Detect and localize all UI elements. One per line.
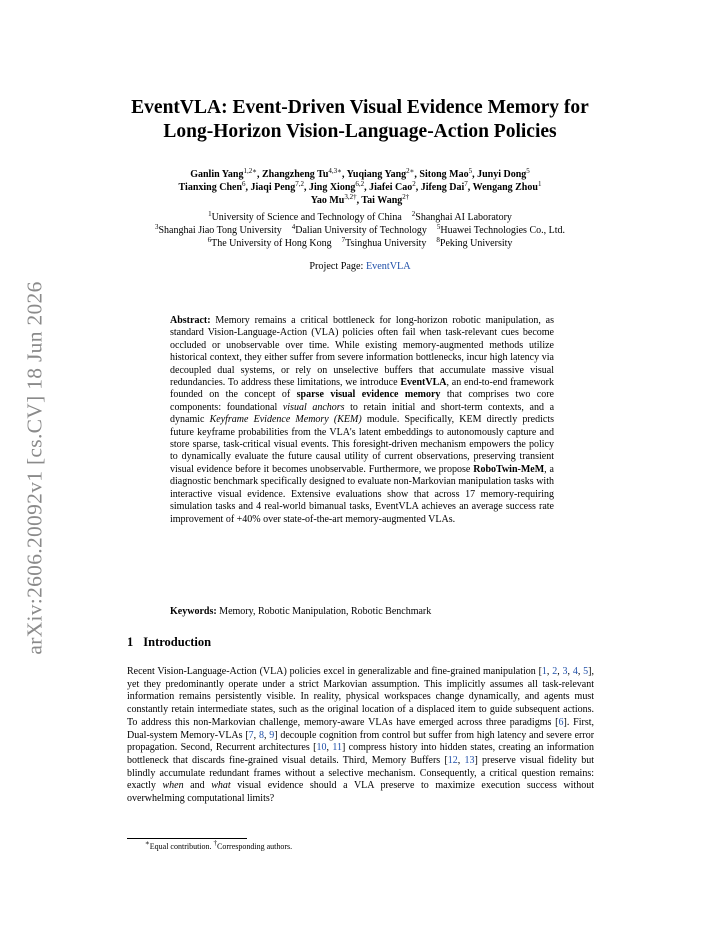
- body-text: module. Specifically, KEM directly predicts future keyframe probabilities from the VLA's latent embeddings to autonomously capture and store sparse, task-critical visual events. This foresight-driven mechanism empowers the policy to dynamically evaluate the future causal utility of current observations, preserving transient visual evidence before it becomes unobservable. Furthermore, we propose: [170, 414, 555, 475]
- citation-link[interactable]: 10: [316, 742, 327, 754]
- bold-text: EventVLA: [400, 377, 447, 389]
- author-name: Ganlin Yang: [190, 169, 244, 180]
- body-text: Memory remains a critical bottleneck for long-horizon robotic manipulation, as standard Vision-Language-Action (VLA) policies often fail when task-relevant cues become occluded or unobservable over time. While existing memory-augmented methods utilize historical context, they either suffer from severe information bottlenecks, incur high latency via decoupled dual systems, or rely on unselective buffers that accumulate massive visual redundancies. To address these limitations, we introduce: [170, 315, 554, 389]
- author-name: Tai Wang: [361, 195, 403, 206]
- section-heading-introduction: [127, 635, 211, 650]
- affiliation-name: Dalian University of Technology: [295, 225, 427, 236]
- body-text: that comprises two core components: foundational: [170, 389, 554, 413]
- affiliation-number: 7: [341, 236, 346, 244]
- affiliation-number: 6: [207, 236, 212, 244]
- author-name: Jifeng Dai: [420, 182, 465, 193]
- author-name: Jiafei Cao: [369, 182, 413, 193]
- equal-contribution-note: Equal contribution.: [149, 842, 214, 851]
- author-affil-mark: 2∗: [406, 167, 415, 175]
- paper-title: [100, 96, 620, 144]
- body-text: ,: [577, 666, 584, 677]
- author-affil-mark: 7: [464, 180, 468, 188]
- author-list: [100, 168, 620, 207]
- affiliation-number: 4: [291, 223, 296, 231]
- keywords-line: [170, 606, 554, 617]
- italic-text: visual anchors: [282, 401, 345, 413]
- author-affil-mark: 4,3∗: [328, 167, 342, 175]
- arxiv-identifier: arXiv:2606.20092v1 [cs.CV] 18 Jun 2026: [22, 281, 47, 655]
- introduction-paragraph: [127, 666, 594, 806]
- author-affil-mark: 1: [537, 180, 542, 188]
- author-affil-mark: 1,2∗: [243, 167, 257, 175]
- author-affil-mark: 7,2: [295, 180, 304, 188]
- body-text: , a diagnostic benchmark specifically designed to evaluate non-Markovian manipulation tasks with interactive visual evidence. Extensive evaluations show that across 17 memory-requiring simulation tasks and 4 real-world bimanual tasks, EventVLA achieves an average success rate improvement of +40% over state-of-the-art memory-augmented VLAs.: [170, 463, 554, 525]
- affiliation-row: [100, 224, 620, 237]
- author-affil-mark: 3,2†: [344, 193, 357, 201]
- citation-link[interactable]: 4: [572, 666, 578, 677]
- affiliation-name: The University of Hong Kong: [211, 238, 332, 249]
- author-name: Jiaqi Peng: [250, 182, 296, 193]
- keywords-label: Keywords:: [170, 606, 217, 617]
- body-text: ,: [557, 666, 563, 677]
- project-page-line: [100, 261, 620, 272]
- body-text: ]. First, Dual-system Memory-VLAs [: [127, 716, 595, 741]
- author-name: Tianxing Chen: [178, 182, 242, 193]
- citation-link[interactable]: 6: [558, 716, 564, 728]
- body-text: visual evidence should a VLA preserve to maximize execution success without overwhelming computational limits?: [127, 780, 594, 805]
- affiliation-number: 2: [411, 210, 416, 218]
- body-text: ], yet they predominantly operate under a strict Markovian assumption. This implicitly assumes all task-relevant information remains persistently visible. In reality, physical workspaces change dynamically, and agents must constantly retain intermediate states, such as the original location of a displaced item to guide subsequent actions. To address this non-Markovian challenge, memory-aware VLAs have emerged across three paradigms [: [127, 666, 595, 728]
- corresponding-mark: †: [213, 839, 218, 847]
- citation-link[interactable]: 12: [447, 754, 458, 766]
- affiliation-number: 5: [436, 223, 441, 231]
- affiliation-name: Shanghai Jiao Tong University: [158, 225, 282, 236]
- italic-text: what: [211, 780, 231, 792]
- body-text: ] decouple cognition from control but suffer from high latency and severe error propagation. Second, Recurrent architectures [: [127, 729, 595, 754]
- affiliation-row: [100, 237, 620, 250]
- body-text: ,: [546, 666, 553, 677]
- title-line-2: Long-Horizon Vision-Language-Action Policies: [163, 121, 557, 142]
- author-name: Junyi Dong: [477, 169, 527, 180]
- author-affil-mark: 5: [526, 167, 530, 175]
- citation-link[interactable]: 13: [464, 754, 475, 766]
- body-text: ,: [457, 754, 465, 766]
- bold-text: RoboTwin-MeM: [473, 463, 545, 475]
- equal-contribution-mark: ∗: [145, 839, 150, 847]
- citation-link[interactable]: 3: [562, 666, 568, 677]
- abstract-paragraph: [170, 315, 554, 526]
- citation-link[interactable]: 9: [269, 729, 275, 741]
- affiliation-row: [100, 211, 620, 224]
- citation-link[interactable]: 1: [541, 666, 547, 677]
- affiliation-number: 1: [208, 210, 212, 218]
- bold-text: Abstract:: [170, 315, 211, 326]
- author-affil-mark: 6,2: [355, 180, 365, 188]
- bold-text: sparse visual evidence memory: [296, 389, 441, 401]
- author-name: Wengang Zhou: [472, 182, 538, 193]
- body-text: ,: [263, 729, 270, 741]
- keywords-text: Memory, Robotic Manipulation, Robotic Benchmark: [216, 606, 432, 617]
- body-text: Recent Vision-Language-Action (VLA) policies excel in generalizable and fine-grained manipulation [: [127, 666, 542, 677]
- affiliation-name: University of Science and Technology of China: [211, 212, 402, 223]
- section-number: 1: [127, 635, 134, 649]
- italic-text: when: [162, 780, 184, 792]
- author-affil-mark: 2†: [402, 193, 410, 201]
- affiliation-name: Huawei Technologies Co., Ltd.: [440, 225, 566, 236]
- affiliation-name: Shanghai AI Laboratory: [415, 212, 512, 223]
- affiliation-number: 8: [436, 236, 440, 244]
- title-line-1: EventVLA: Event-Driven Visual Evidence Memory for: [131, 97, 589, 118]
- citation-link[interactable]: 7: [248, 729, 254, 741]
- footnote: [145, 839, 293, 851]
- body-text: to retain initial and short-term contexts, and a dynamic: [170, 401, 555, 426]
- body-text: ,: [567, 666, 573, 677]
- citation-link[interactable]: 5: [583, 666, 589, 677]
- body-text: ] compress history into hidden states, creating an information bottleneck that discards fine-grained visual details. Third, Memory Buffers [: [127, 742, 594, 766]
- author-affil-mark: 2: [412, 180, 416, 188]
- author-affil-mark: 5: [468, 167, 473, 175]
- author-name: Yao Mu: [310, 195, 345, 206]
- body-text: ] preserve visual fidelity but blindly accumulate redundant frames without a selective mechanism. Consequently, a critical question remains: exactly: [127, 754, 595, 792]
- authors-row: Yao $Mu^{3,2\dagger}$, Tai Wang$^{2\dagger}$: [310, 193, 410, 206]
- affiliation-number: 3: [154, 223, 159, 231]
- affiliation-name: Peking University: [439, 238, 513, 249]
- affiliation-list: [100, 211, 620, 250]
- body-text: , an end-to-end framework founded on the concept of: [170, 377, 554, 401]
- author-name: Sitong Mao: [419, 169, 469, 180]
- author-affil-mark: 6: [242, 180, 246, 188]
- author-name: Jing Xiong: [308, 182, 356, 193]
- authors-row: Tianxing Chen$^6$, Jiaqi Peng$^{7,2}$, Jing Xiong$^{6,2}$, Jiafei Cao$^2$, Jifeng Dai$^7$, Wengang Zhou$^1$: [178, 180, 542, 193]
- citation-link[interactable]: 8: [258, 729, 264, 741]
- section-title: Introduction: [143, 635, 212, 649]
- authors-row: Ganlin Yang$^{1,2∗}$, Zhangzheng $Tu^{4,3∗}$, Yuqiang Yang$^{2∗}$, Sitong Mao$^5$, Junyi Dong$^5$: [190, 167, 530, 180]
- citation-link[interactable]: 11: [332, 742, 342, 754]
- arxiv-sidebar: [18, 0, 52, 932]
- author-name: Yuqiang Yang: [346, 169, 407, 180]
- affiliation-name: Tsinghua University: [345, 238, 427, 249]
- corresponding-note: Corresponding authors.: [217, 842, 293, 851]
- author-name: Zhangzheng Tu: [261, 169, 329, 180]
- project-page-label: Project Page:: [309, 261, 366, 272]
- body-text: and: [183, 780, 212, 792]
- body-text: ,: [253, 729, 259, 741]
- citation-link[interactable]: 2: [552, 666, 558, 677]
- italic-text: Keyframe Evidence Memory (KEM): [209, 414, 362, 426]
- body-text: ,: [326, 742, 333, 754]
- project-page-link[interactable]: EventVLA: [365, 261, 411, 272]
